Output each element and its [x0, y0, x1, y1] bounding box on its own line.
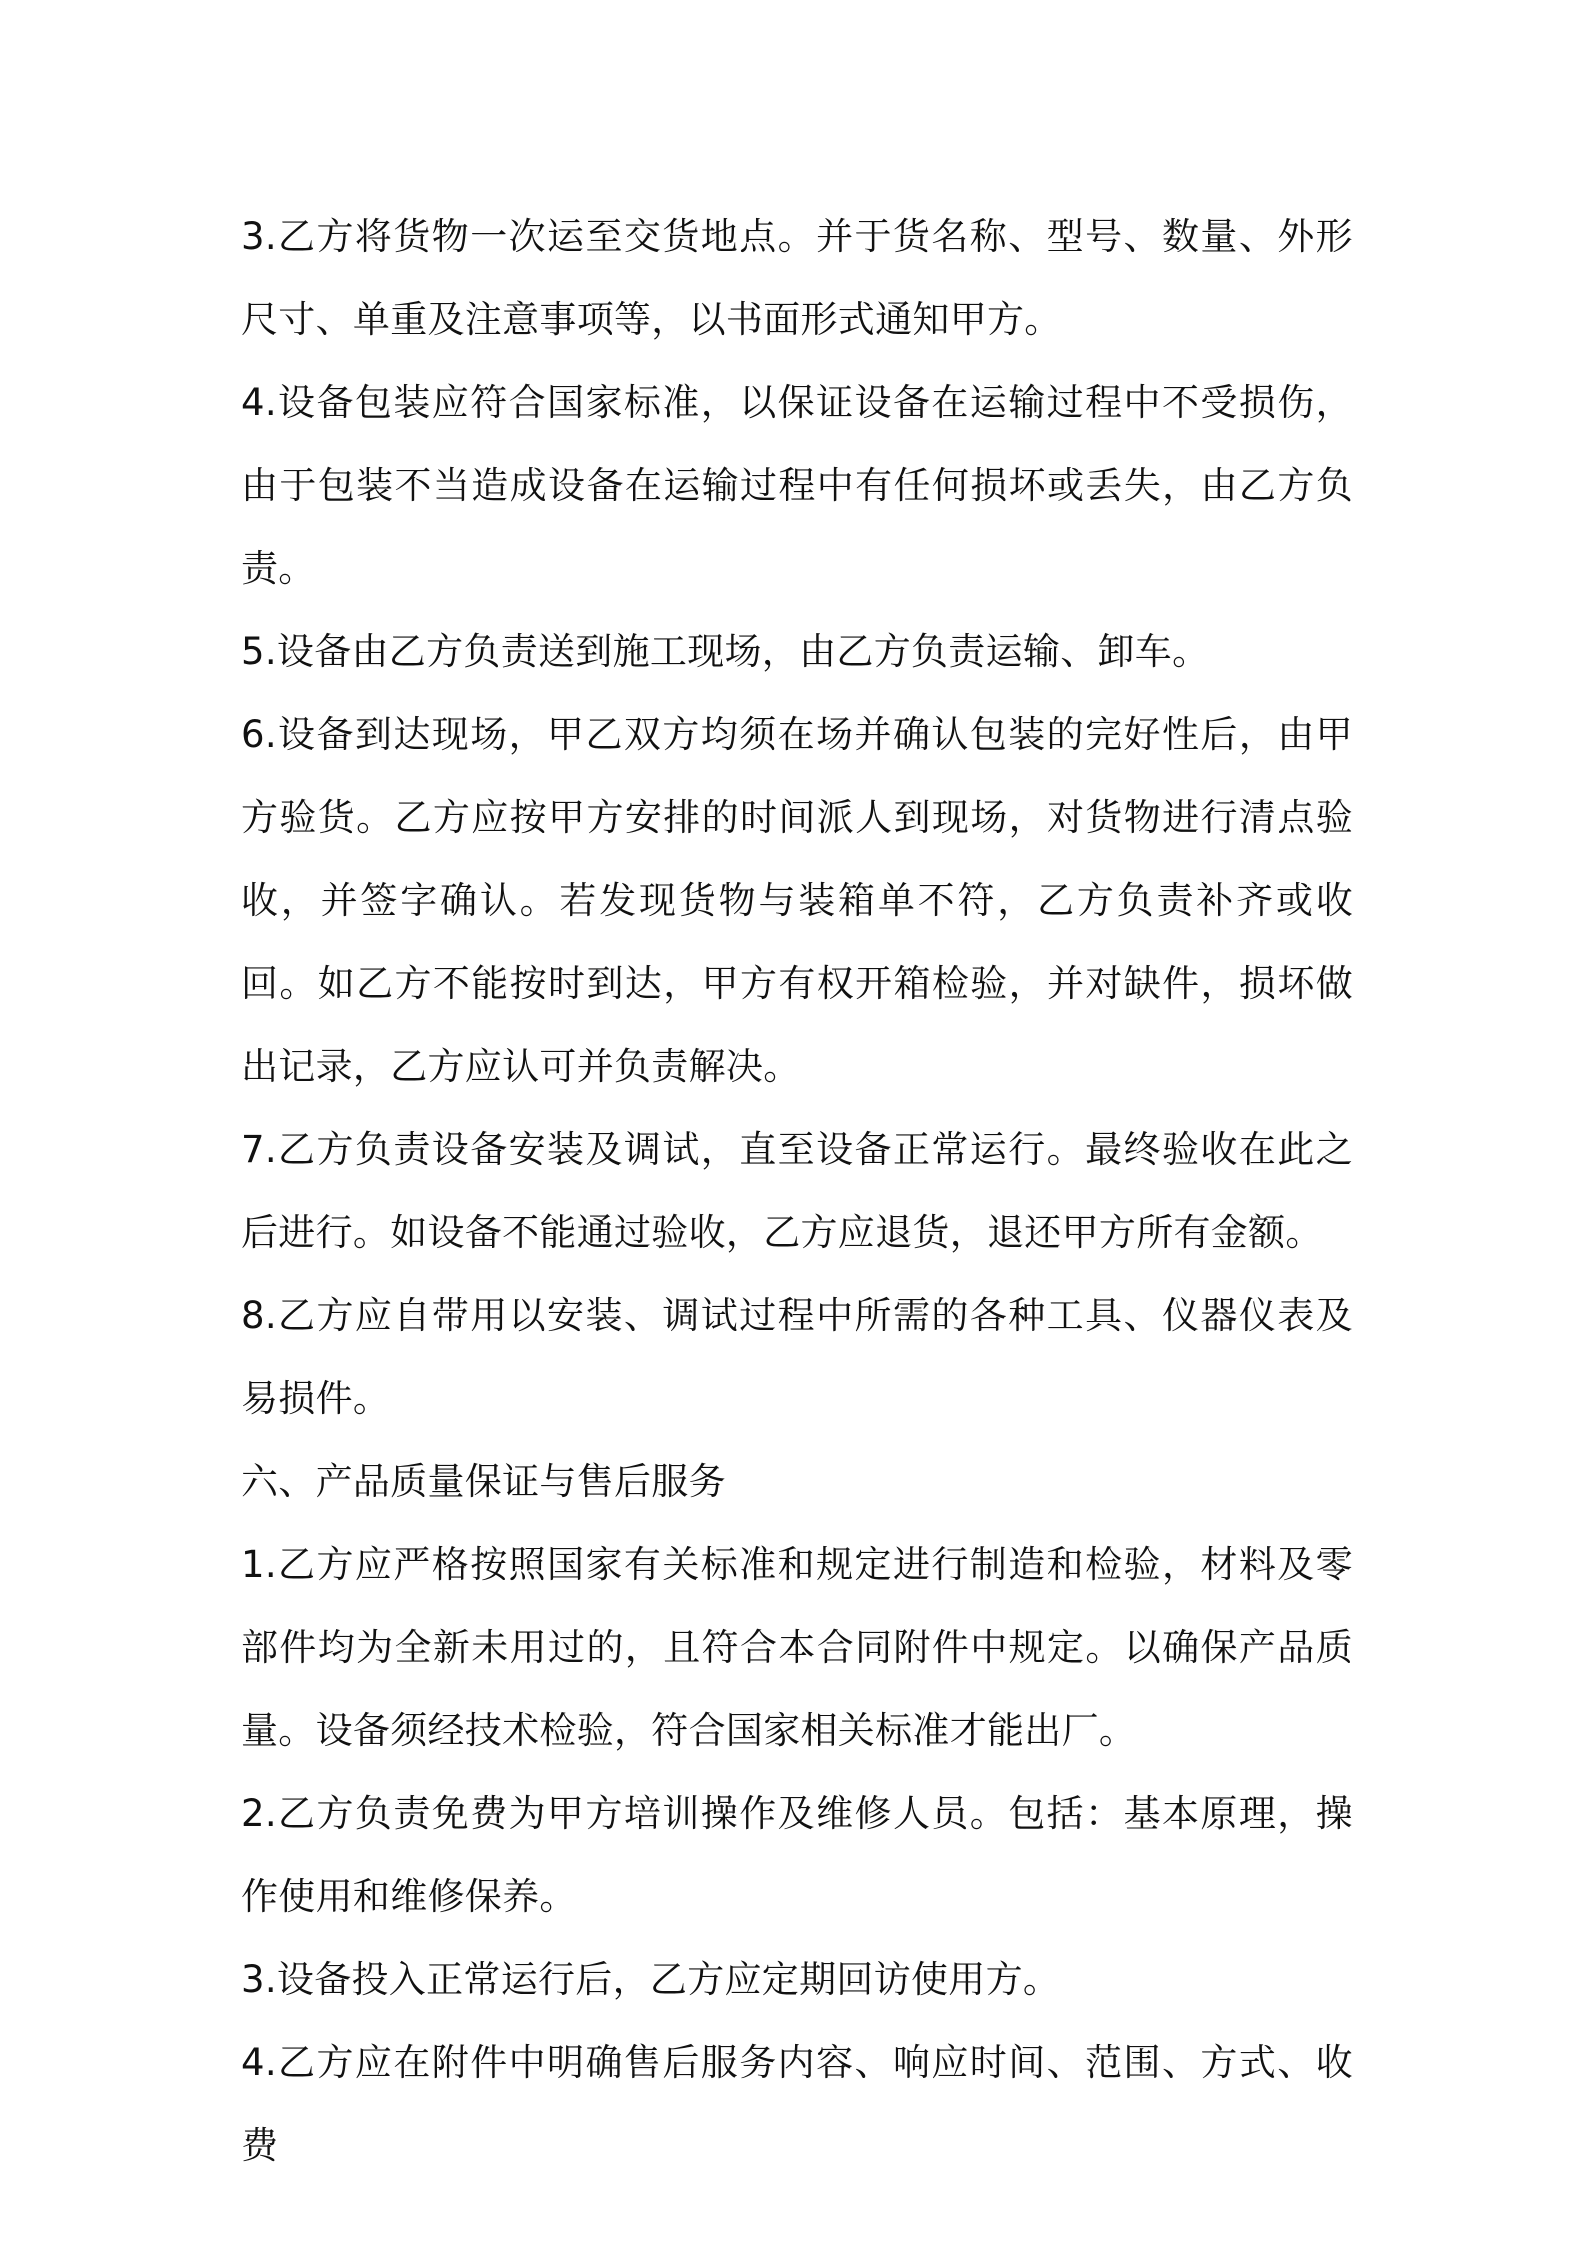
clause-6-4: 4.乙方应在附件中明确售后服务内容、响应时间、范围、方式、收费	[241, 2041, 1353, 2167]
section-heading-6: 六、产品质量保证与售后服务	[241, 1460, 726, 1503]
clause-5-8: 8.乙方应自带用以安装、调试过程中所需的各种工具、仪器仪表及易损件。	[241, 1294, 1353, 1420]
clause-5-6: 6.设备到达现场，甲乙双方均须在场并确认包装的完好性后，由甲方验货。乙方应按甲方安排的时间派人到现场，对货物进行清点验收，并签字确认。若发现货物与装箱单不符，乙方负责补齐或收回。如乙方不能按时到达，甲方有权开箱检验，并对缺件，损坏做出记录，乙方应认可并负责解决。	[241, 713, 1353, 1088]
document-body	[241, 195, 1353, 2187]
clause-5-3: 3.乙方将货物一次运至交货地点。并于货名称、型号、数量、外形尺寸、单重及注意事项等，以书面形式通知甲方。	[241, 215, 1353, 341]
clause-5-7: 7.乙方负责设备安装及调试，直至设备正常运行。最终验收在此之后进行。如设备不能通过验收，乙方应退货，退还甲方所有金额。	[241, 1128, 1353, 1254]
clause-6-2: 2.乙方负责免费为甲方培训操作及维修人员。包括：基本原理，操作使用和维修保养。	[241, 1792, 1353, 1918]
clause-6-1: 1.乙方应严格按照国家有关标准和规定进行制造和检验，材料及零部件均为全新未用过的，且符合本合同附件中规定。以确保产品质量。设备须经技术检验，符合国家相关标准才能出厂。	[241, 1543, 1353, 1752]
clause-6-3: 3.设备投入正常运行后，乙方应定期回访使用方。	[241, 1958, 1061, 2001]
clause-5-5: 5.设备由乙方负责送到施工现场，由乙方负责运输、卸车。	[241, 630, 1210, 673]
clause-5-4: 4.设备包装应符合国家标准，以保证设备在运输过程中不受损伤，由于包装不当造成设备在运输过程中有任何损坏或丢失，由乙方负责。	[241, 381, 1353, 590]
